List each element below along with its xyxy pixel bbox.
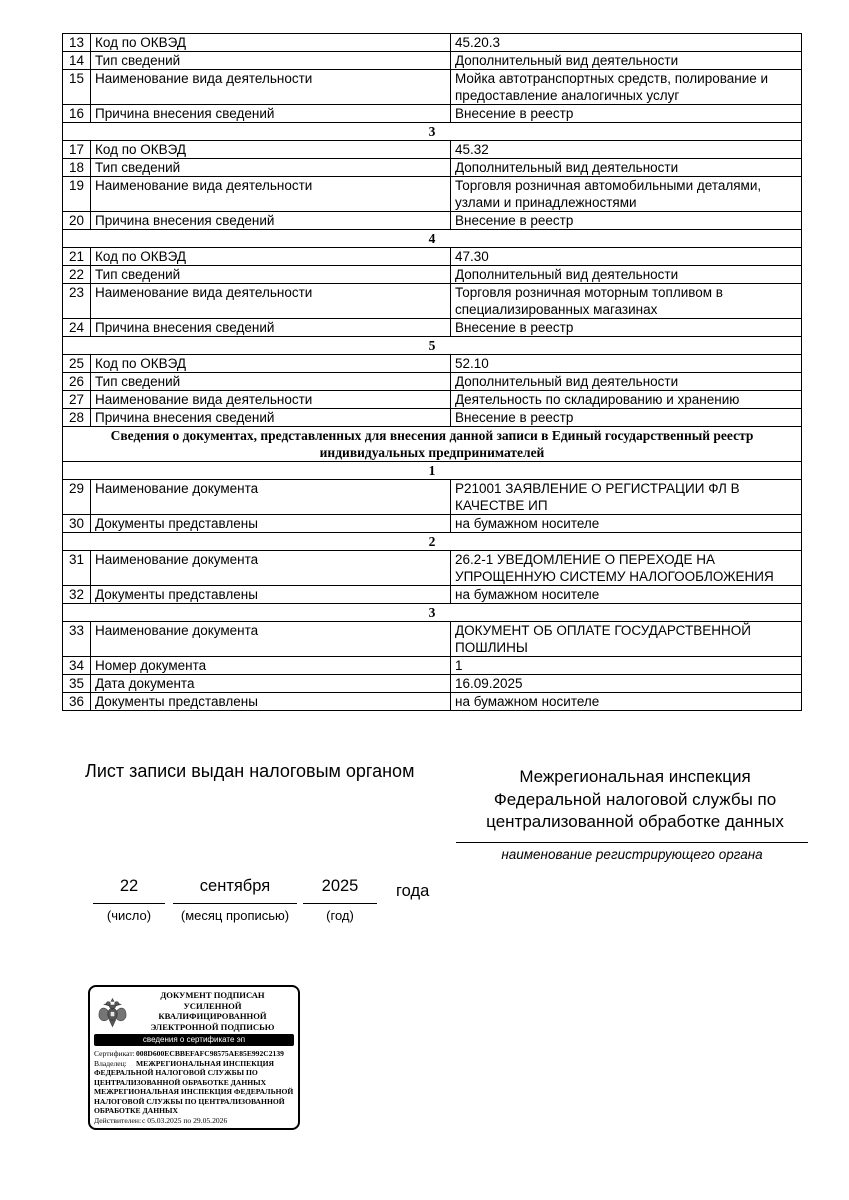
row-number: 33 <box>63 622 91 657</box>
table-row <box>63 177 802 212</box>
row-label: Номер документа <box>91 657 451 675</box>
row-value: Торговля розничная автомобильными деталями, узлами и принадлежностями <box>451 177 802 212</box>
row-number: 17 <box>63 141 91 159</box>
stamp-title-line: ЭЛЕКТРОННОЙ ПОДПИСЬЮ <box>150 1021 275 1032</box>
row-value: 52.10 <box>451 355 802 373</box>
stamp-header <box>94 990 294 1032</box>
table-row <box>63 355 802 373</box>
row-number: 22 <box>63 266 91 284</box>
row-label: Наименование вида деятельности <box>91 284 451 319</box>
documents-heading: Сведения о документах, представленных для внесения данной записи в Единый государственный реестр индивидуальных предпринимателей <box>63 427 802 462</box>
registry-table-body <box>63 34 802 711</box>
validity-value: с 05.03.2025 по 29.05.2026 <box>142 1115 228 1125</box>
row-label: Причина внесения сведений <box>91 409 451 427</box>
section-number: 1 <box>63 462 802 480</box>
row-value: Внесение в реестр <box>451 212 802 230</box>
table-row <box>63 480 802 515</box>
table-row <box>63 515 802 533</box>
authority-name-line: Федеральной налоговой службы по <box>493 789 777 809</box>
row-value: Внесение в реестр <box>451 409 802 427</box>
row-label: Наименование вида деятельности <box>91 70 451 105</box>
row-label: Причина внесения сведений <box>91 319 451 337</box>
issued-statement: Лист записи выдан налоговым органом <box>85 761 415 781</box>
row-value: 45.32 <box>451 141 802 159</box>
date-day-caption: (число) <box>106 908 152 923</box>
table-row <box>63 551 802 586</box>
validity-row <box>94 1116 294 1126</box>
row-label: Тип сведений <box>91 266 451 284</box>
table-row <box>63 391 802 409</box>
date-year-value: 2025 <box>303 876 377 904</box>
row-number: 13 <box>63 34 91 52</box>
documents-heading-row <box>63 427 802 462</box>
row-label: Тип сведений <box>91 159 451 177</box>
validity-label: Действителен: <box>94 1115 142 1125</box>
table-row <box>63 373 802 391</box>
signature-stamp <box>88 985 300 1130</box>
table-row <box>63 657 802 675</box>
row-number: 15 <box>63 70 91 105</box>
row-number: 29 <box>63 480 91 515</box>
section-number-row <box>63 230 802 248</box>
row-label: Причина внесения сведений <box>91 212 451 230</box>
table-row <box>63 52 802 70</box>
table-row <box>63 284 802 319</box>
row-value: ДОКУМЕНТ ОБ ОПЛАТЕ ГОСУДАРСТВЕННОЙ ПОШЛИНЫ <box>451 622 802 657</box>
stamp-title <box>131 990 294 1032</box>
date-month-value: сентября <box>173 876 297 904</box>
row-value: Дополнительный вид деятельности <box>451 52 802 70</box>
row-number: 23 <box>63 284 91 319</box>
row-value: 26.2-1 УВЕДОМЛЕНИЕ О ПЕРЕХОДЕ НА УПРОЩЕННУЮ СИСТЕМУ НАЛОГООБЛОЖЕНИЯ <box>451 551 802 586</box>
stamp-body <box>94 1049 294 1125</box>
row-number: 30 <box>63 515 91 533</box>
row-number: 16 <box>63 105 91 123</box>
authority-underline <box>456 842 808 843</box>
row-value: Торговля розничная моторным топливом в специализированных магазинах <box>451 284 802 319</box>
row-number: 36 <box>63 693 91 711</box>
stamp-title-line: УСИЛЕННОЙ КВАЛИФИЦИРОВАННОЙ <box>158 1000 267 1021</box>
authority-name-line: централизованной обработке данных <box>486 812 784 831</box>
section-number-row <box>63 604 802 622</box>
row-label: Наименование документа <box>91 551 451 586</box>
row-number: 19 <box>63 177 91 212</box>
date-day-value: 22 <box>93 876 165 904</box>
table-row <box>63 693 802 711</box>
certificate-value: 008D600ECBBEFAFC98575AE85E992C2139 <box>136 1049 284 1058</box>
date-month-caption: (месяц прописью) <box>180 908 290 923</box>
section-number: 5 <box>63 337 802 355</box>
section-number: 3 <box>63 123 802 141</box>
stamp-title-line: ДОКУМЕНТ ПОДПИСАН <box>160 990 265 1000</box>
row-value: Внесение в реестр <box>451 319 802 337</box>
row-label: Документы представлены <box>91 693 451 711</box>
certificate-row <box>94 1049 294 1059</box>
section-number: 3 <box>63 604 802 622</box>
authority-name <box>462 766 808 834</box>
row-number: 34 <box>63 657 91 675</box>
row-label: Код по ОКВЭД <box>91 248 451 266</box>
row-label: Причина внесения сведений <box>91 105 451 123</box>
section-number-row <box>63 462 802 480</box>
date-day-group <box>93 876 165 923</box>
row-label: Тип сведений <box>91 373 451 391</box>
table-row <box>63 266 802 284</box>
date-month-group <box>173 876 297 923</box>
row-value: Дополнительный вид деятельности <box>451 159 802 177</box>
row-value: 16.09.2025 <box>451 675 802 693</box>
certificate-info-bar: сведения о сертификате эп <box>94 1034 294 1046</box>
table-row <box>63 70 802 105</box>
authority-caption: наименование регистрирующего органа <box>501 847 763 862</box>
table-row <box>63 159 802 177</box>
coat-of-arms-icon <box>94 993 131 1030</box>
owner-label: Владелец: <box>94 1058 127 1068</box>
row-value: на бумажном носителе <box>451 515 802 533</box>
table-row <box>63 622 802 657</box>
row-value: на бумажном носителе <box>451 586 802 604</box>
row-number: 20 <box>63 212 91 230</box>
date-suffix: года <box>396 882 430 900</box>
section-number: 4 <box>63 230 802 248</box>
table-row <box>63 141 802 159</box>
certificate-label: Сертификат: <box>94 1049 135 1058</box>
table-row <box>63 586 802 604</box>
row-number: 28 <box>63 409 91 427</box>
row-number: 27 <box>63 391 91 409</box>
owner-row <box>94 1059 294 1116</box>
row-label: Наименование вида деятельности <box>91 177 451 212</box>
row-value: Дополнительный вид деятельности <box>451 373 802 391</box>
table-row <box>63 105 802 123</box>
row-value: на бумажном носителе <box>451 693 802 711</box>
section-number-row <box>63 533 802 551</box>
row-number: 14 <box>63 52 91 70</box>
table-row <box>63 675 802 693</box>
row-number: 31 <box>63 551 91 586</box>
row-label: Наименование документа <box>91 622 451 657</box>
row-number: 35 <box>63 675 91 693</box>
row-label: Тип сведений <box>91 52 451 70</box>
date-year-caption: (год) <box>326 908 354 923</box>
row-number: 25 <box>63 355 91 373</box>
table-row <box>63 34 802 52</box>
row-label: Дата документа <box>91 675 451 693</box>
row-label: Код по ОКВЭД <box>91 34 451 52</box>
row-value: Р21001 ЗАЯВЛЕНИЕ О РЕГИСТРАЦИИ ФЛ В КАЧЕСТВЕ ИП <box>451 480 802 515</box>
row-value: Внесение в реестр <box>451 105 802 123</box>
owner-value: МЕЖРЕГИОНАЛЬНАЯ ИНСПЕКЦИЯ ФЕДЕРАЛЬНОЙ НАЛОГОВОЙ СЛУЖБЫ ПО ЦЕНТРАЛИЗОВАННОЙ ОБРАБОТКЕ ДАННЫХ МЕЖРЕГИОНАЛЬНАЯ ИНСПЕКЦИЯ ФЕДЕРАЛЬНОЙ НАЛОГОВОЙ СЛУЖБЫ ПО ЦЕНТРАЛИЗОВАННОЙ ОБРАБОТКЕ ДАННЫХ <box>94 1058 294 1115</box>
row-label: Код по ОКВЭД <box>91 141 451 159</box>
section-number-row <box>63 337 802 355</box>
section-number: 2 <box>63 533 802 551</box>
row-value: Мойка автотранспортных средств, полирование и предоставление аналогичных услуг <box>451 70 802 105</box>
row-number: 26 <box>63 373 91 391</box>
row-value: 45.20.3 <box>451 34 802 52</box>
row-label: Код по ОКВЭД <box>91 355 451 373</box>
row-number: 32 <box>63 586 91 604</box>
row-label: Наименование вида деятельности <box>91 391 451 409</box>
row-number: 24 <box>63 319 91 337</box>
date-year-group <box>303 876 377 923</box>
section-number-row <box>63 123 802 141</box>
table-row <box>63 319 802 337</box>
registry-table <box>62 33 802 711</box>
authority-name-line: Межрегиональная инспекция <box>519 767 751 786</box>
row-value: 1 <box>451 657 802 675</box>
table-row <box>63 409 802 427</box>
row-label: Наименование документа <box>91 480 451 515</box>
table-row <box>63 212 802 230</box>
row-number: 21 <box>63 248 91 266</box>
row-value: Деятельность по складированию и хранению <box>451 391 802 409</box>
table-row <box>63 248 802 266</box>
row-value: Дополнительный вид деятельности <box>451 266 802 284</box>
row-label: Документы представлены <box>91 586 451 604</box>
row-number: 18 <box>63 159 91 177</box>
row-value: 47.30 <box>451 248 802 266</box>
row-label: Документы представлены <box>91 515 451 533</box>
